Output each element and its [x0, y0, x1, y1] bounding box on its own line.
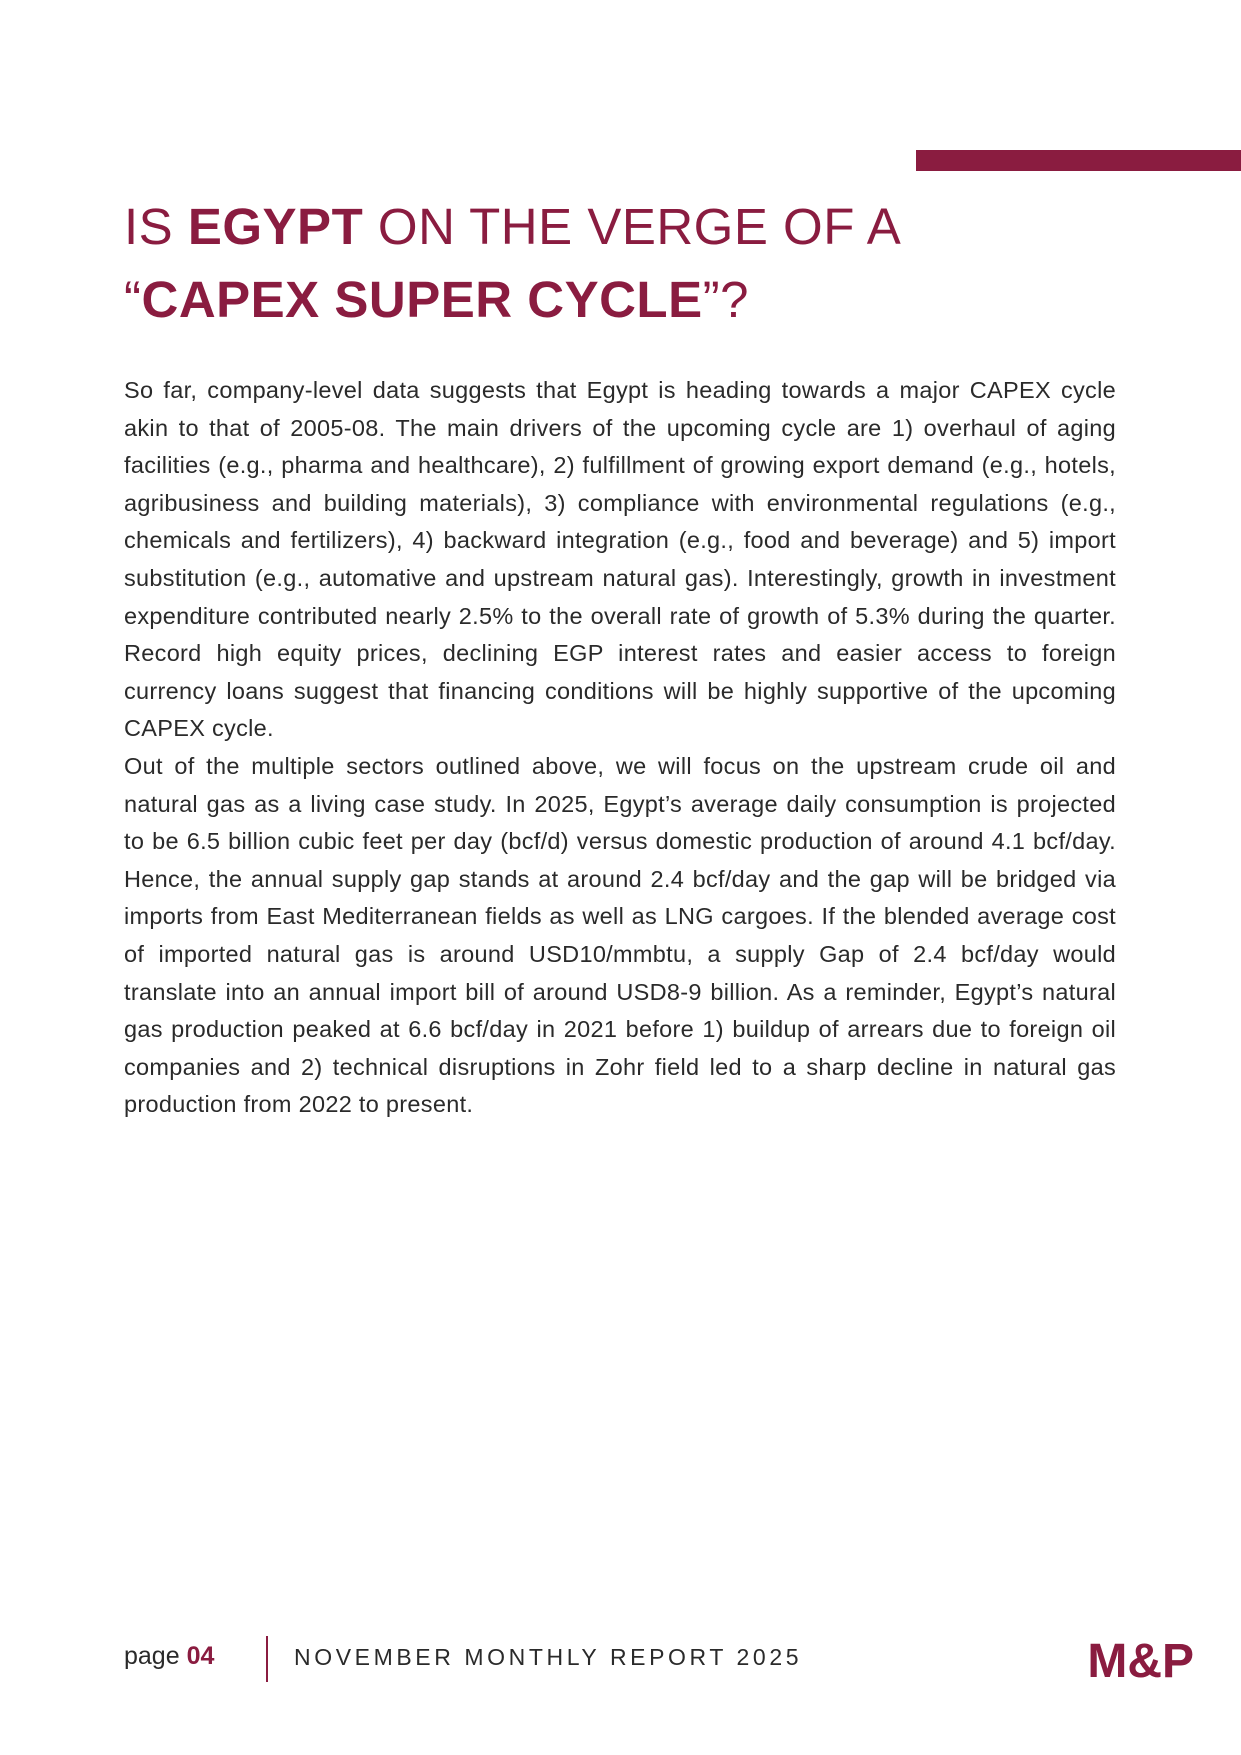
paragraph-2: Out of the multiple sectors outlined above, we will focus on the upstream crude oil and natural gas as a living case study. In 2025, Egypt’s average daily consumption is projected to be 6.5 billion cubic feet per day (bcf/d) versus domestic production of around 4.1 bcf/day. Hence, the annual supply gap stands at around 2.4 bcf/day and the gap will be bridged via imports from East Mediterranean fields as well as LNG cargoes. If the blended average cost of imported natural gas is around USD10/mmbtu, a supply Gap of 2.4 bcf/day would translate into an annual import bill of around USD8-9 billion. As a reminder, Egypt’s natural gas production peaked at 6.6 bcf/day in 2021 before 1) buildup of arrears due to foreign oil companies and 2) technical disruptions in Zohr field led to a sharp decline in natural gas production from 2022 to present. [124, 752, 1116, 1118]
article-body [124, 372, 1116, 1124]
title-line-1-prefix: IS [124, 198, 188, 255]
page-label [124, 1642, 214, 1671]
paragraph-1: So far, company-level data suggests that Egypt is heading towards a major CAPEX cycle akin to that of 2005-08. The main drivers of the upcoming cycle are 1) overhaul of aging facilities (e.g., pharma and healthcare), 2) fulfillment of growing export demand (e.g., hotels, agribusiness and building materials), 3) compliance with environmental regulations (e.g., chemicals and fertilizers), 4) backward integration (e.g., food and beverage) and 5) import substitution (e.g., automative and upstream natural gas). Interestingly, growth in investment expenditure contributed nearly 2.5% to the overall rate of growth of 5.3% during the quarter. Record high equity prices, declining EGP interest rates and easier access to foreign currency loans suggest that financing conditions will be highly supportive of the upcoming CAPEX cycle. [124, 377, 1116, 742]
title-line-1-bold: EGYPT [187, 198, 364, 255]
brand-logo: M&P [1087, 1635, 1194, 1688]
title-line-2-bold: CAPEX SUPER CYCLE [141, 271, 703, 328]
title-line-2-prefix: “ [124, 271, 142, 328]
page-prefix: page [124, 1642, 187, 1670]
report-title: NOVEMBER MONTHLY REPORT 2025 [294, 1644, 803, 1670]
title-line-1 [124, 190, 1124, 263]
accent-bar [916, 150, 1241, 171]
page-title [124, 190, 1124, 336]
page-footer [124, 1636, 1194, 1686]
page-number: 04 [186, 1642, 215, 1670]
title-line-1-suffix: ON THE VERGE OF A [363, 198, 902, 255]
title-line-2 [124, 263, 1124, 336]
footer-divider [266, 1636, 268, 1682]
title-line-2-suffix: ”? [702, 271, 749, 328]
